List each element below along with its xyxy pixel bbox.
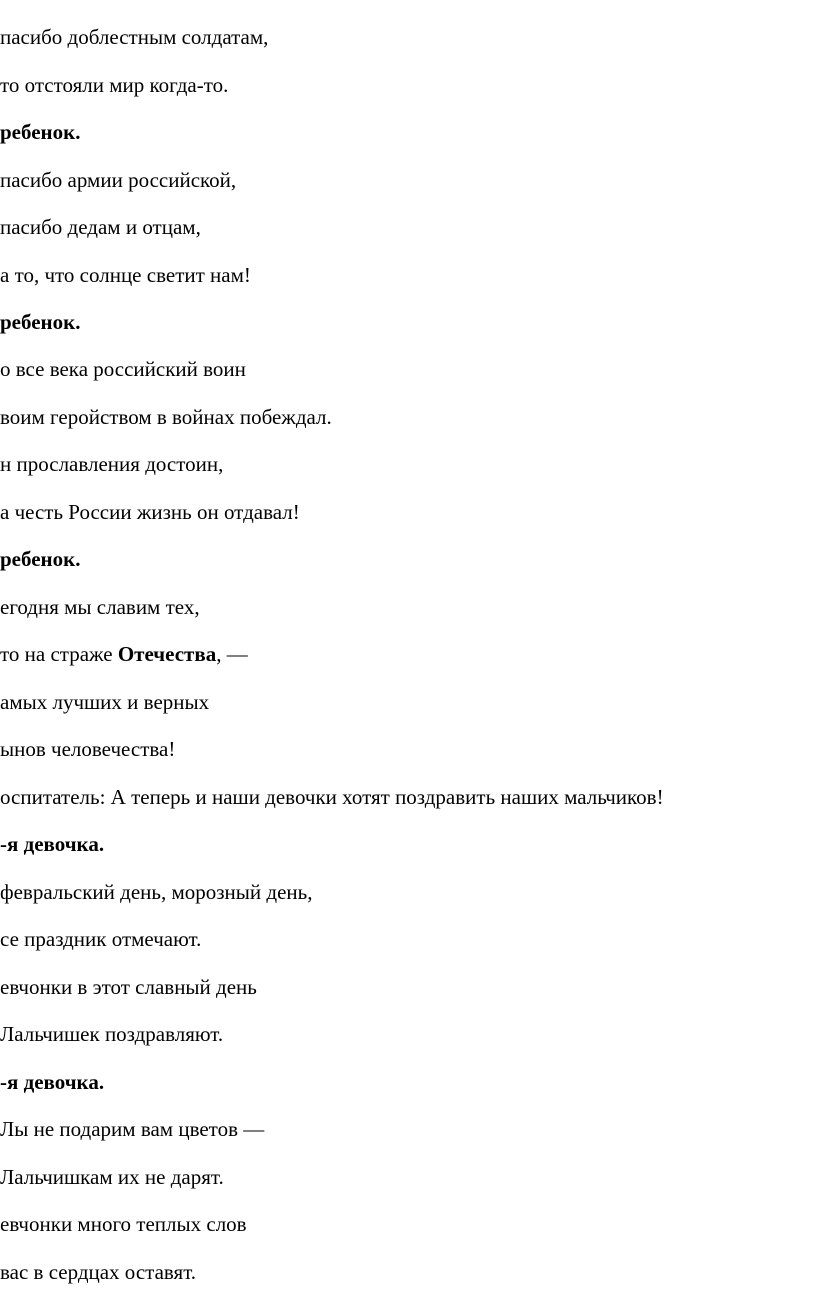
poem-line: вас в сердцах оставят.: [0, 1260, 197, 1284]
poem-line: се праздник отмечают.: [0, 927, 202, 951]
poem-line: а то, что солнце светит нам!: [0, 263, 251, 287]
speaker-heading: -я девочка.: [0, 1070, 105, 1094]
poem-line-part: то на страже: [0, 642, 118, 666]
poem-line: Лальчишек поздравляют.: [0, 1022, 224, 1046]
poem-line: то отстояли мир когда-то.: [0, 73, 229, 97]
poem-line: февральский день, морозный день,: [0, 880, 313, 904]
speaker-heading: ребенок.: [0, 547, 81, 571]
poem-line: пасибо армии российской,: [0, 168, 237, 192]
speaker-heading: ребенок.: [0, 310, 81, 334]
poem-line: Лы не подарим вам цветов —: [0, 1117, 265, 1141]
poem-line: пасибо доблестным солдатам,: [0, 25, 269, 49]
poem-line: амых лучших и верных: [0, 690, 210, 714]
poem-line-part: , —: [216, 642, 248, 666]
poem-line: евчонки в этот славный день: [0, 975, 257, 999]
narrator-line: оспитатель: А теперь и наши девочки хотят поздравить наших мальчиков!: [0, 785, 664, 809]
poem-line: егодня мы славим тех,: [0, 595, 200, 619]
poem-line: о все века российский воин: [0, 357, 246, 381]
poem-line: Лальчишкам их не дарят.: [0, 1165, 224, 1189]
poem-line: н прославления достоин,: [0, 452, 224, 476]
poem-line: евчонки много теплых слов: [0, 1212, 247, 1236]
poem-line: ынов человечества!: [0, 737, 176, 761]
speaker-heading: -я девочка.: [0, 832, 105, 856]
speaker-heading: ребенок.: [0, 120, 81, 144]
poem-line: а честь России жизнь он отдавал!: [0, 500, 300, 524]
poem-line-mixed: [0, 642, 248, 666]
poem-line: пасибо дедам и отцам,: [0, 215, 201, 239]
poem-line: воим геройством в войнах побеждал.: [0, 405, 332, 429]
emphasized-word: Отечества: [117, 642, 217, 666]
